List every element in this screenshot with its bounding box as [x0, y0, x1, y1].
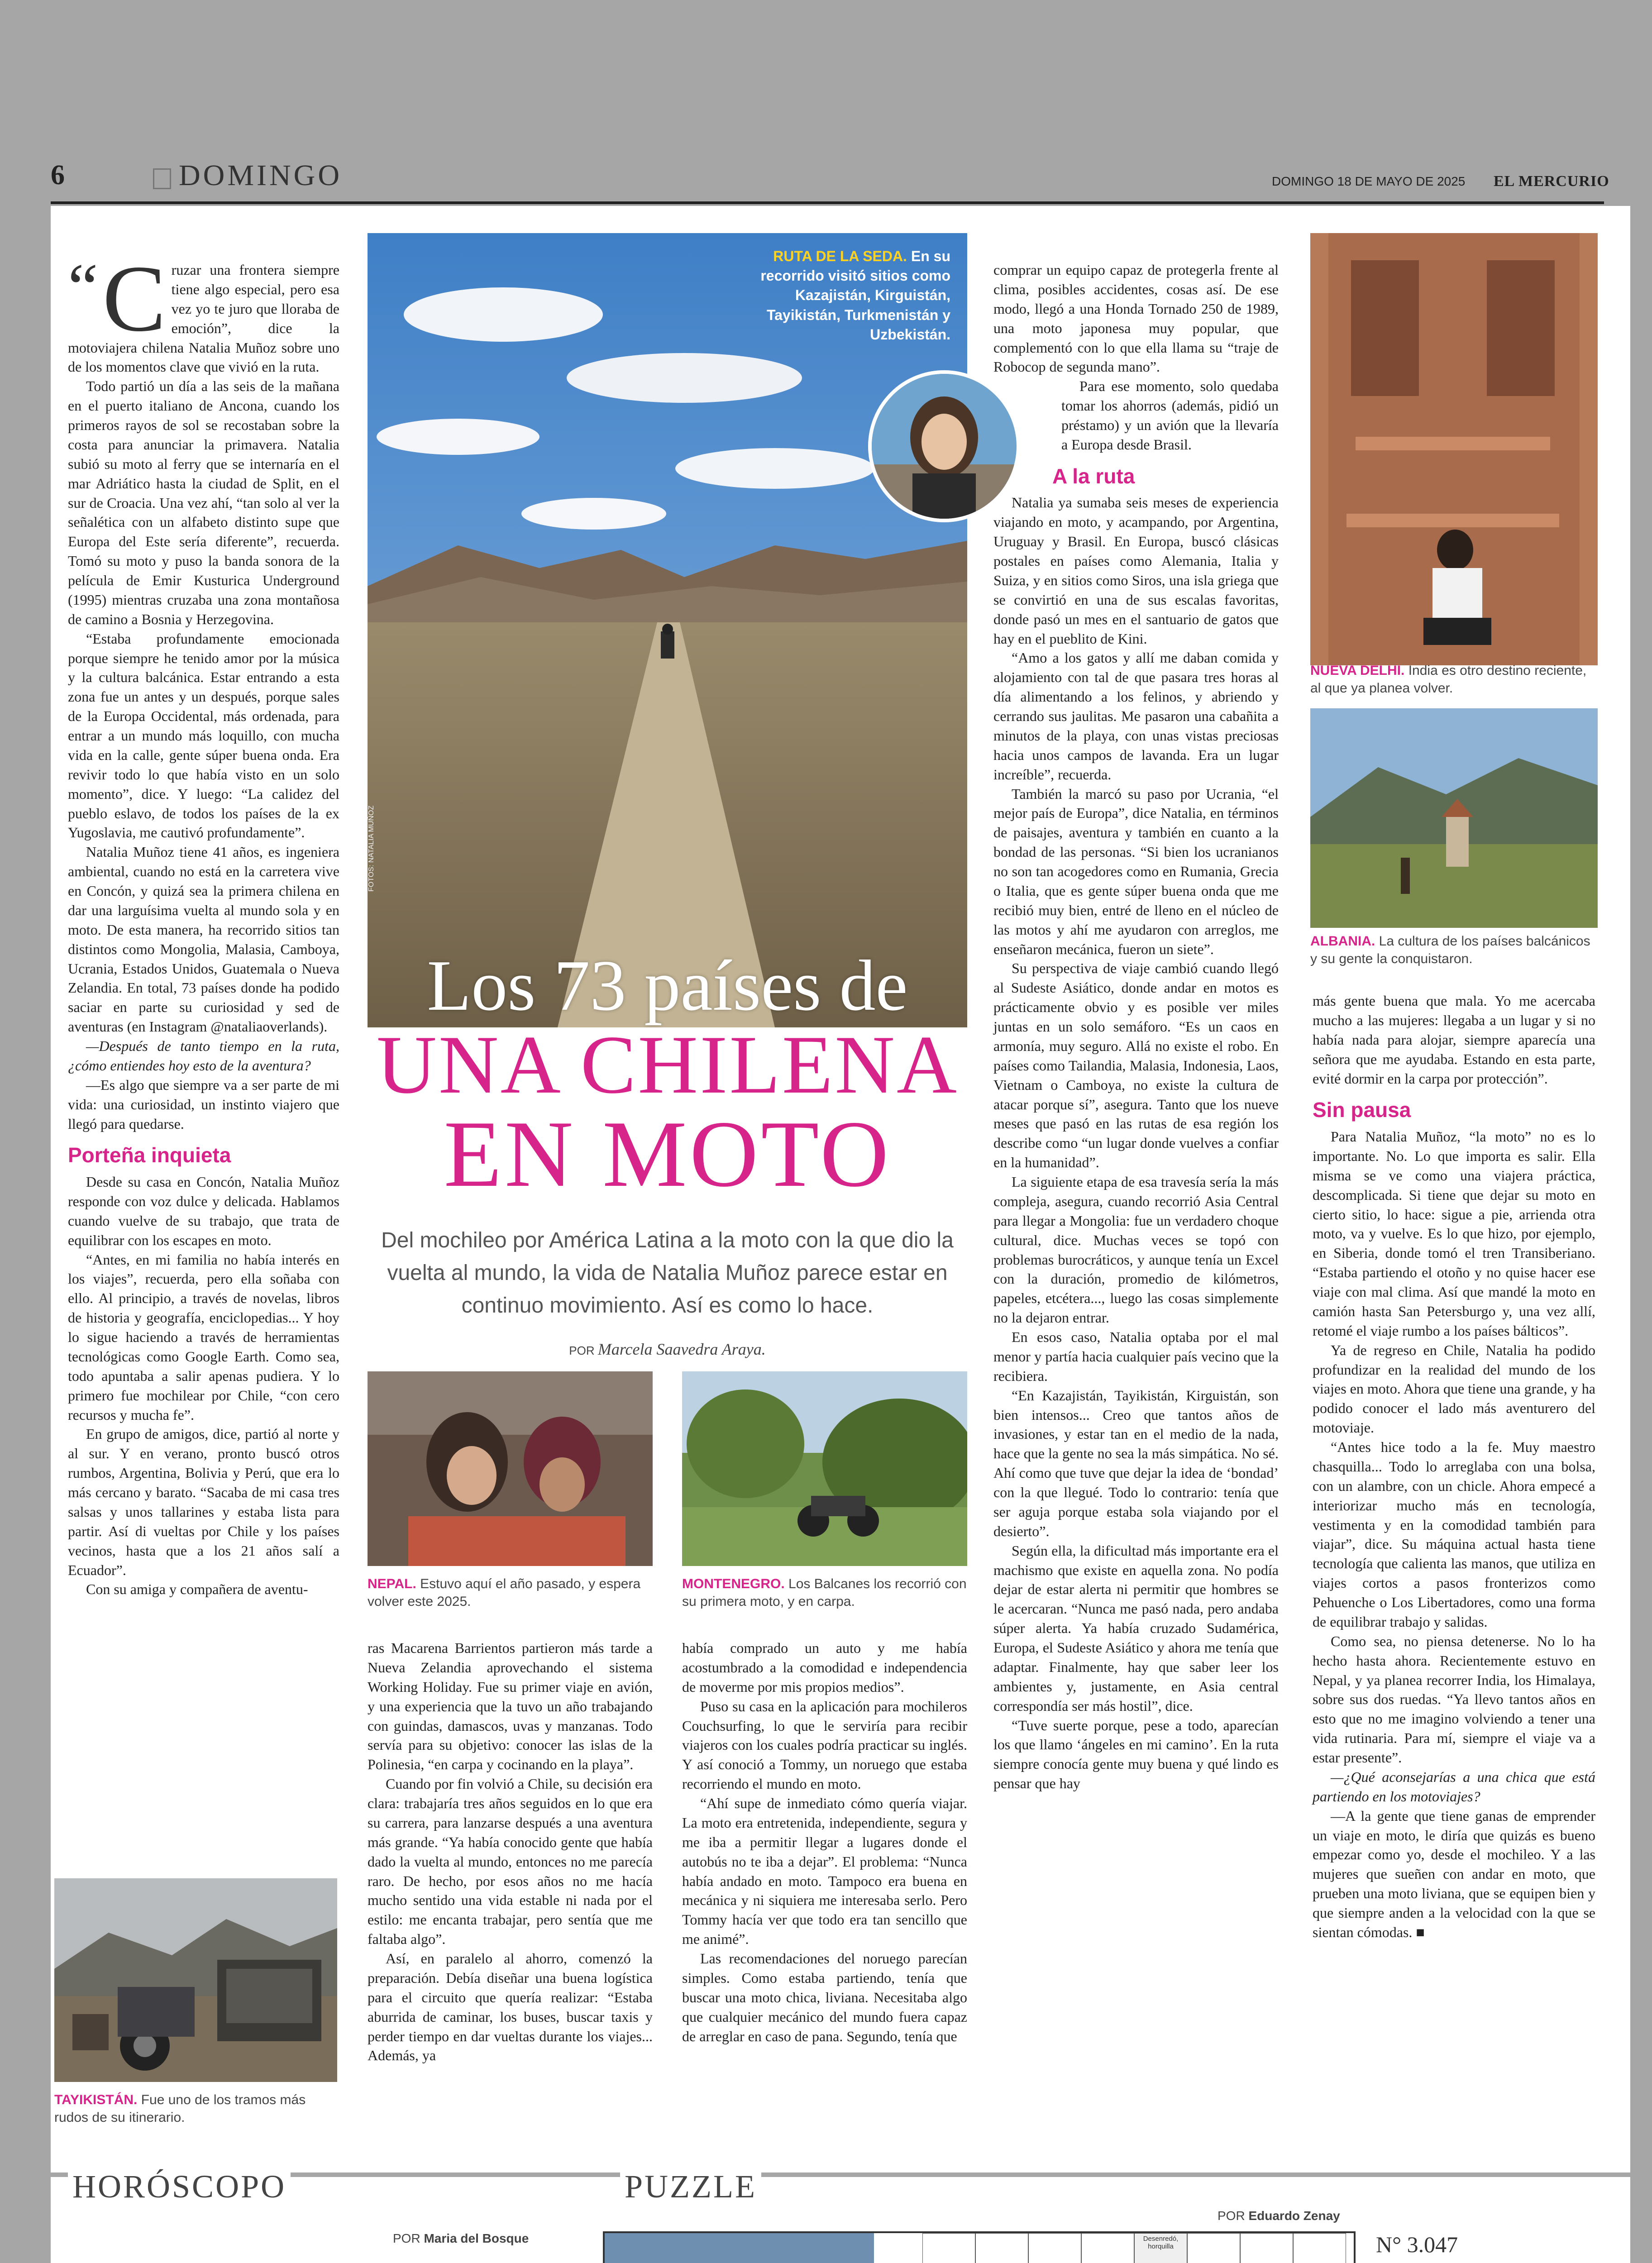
crossword-cell[interactable]	[1081, 2233, 1134, 2263]
answer: —Es algo que siempre va a ser parte de mi vida: una curiosidad, un instinto viajero que llegó para quedarse.	[68, 1076, 339, 1132]
article-column-2	[368, 1638, 653, 2065]
montenegro-photo	[682, 1371, 967, 1566]
paragraph: ruzar una frontera siempre tiene algo especial, pero esa vez yo te juro que lloraba de emoción”, dice la motoviajera chilena Natalia Muñoz sobre uno de los momentos clave que vivió en la ruta.	[68, 262, 339, 375]
paragraph: En grupo de amigos, dice, partió al norte y al sur. Y en verano, pronto buscó otros rumbos, Argentina, Bolivia y Perú, que era lo más cercano y barato. “Sacaba de mi casa tres salsas y unos tallarines y estaba lista para partir. Así di vueltas por Chile y los países vecinos, hasta que a los 21 años salí a Ecuador”.	[68, 1426, 339, 1578]
article-column-5	[1313, 991, 1595, 1942]
caption-lead: MONTENEGRO.	[682, 1576, 785, 1591]
nepal-caption	[368, 1575, 653, 1610]
paragraph: Natalia Muñoz tiene 41 años, es ingeniera ambiental, cuando no está en la carretera vive en Concón, y quizá sea la primera chilena en dar una larguísima vuelta al mundo sola y en moto. De esta manera, ha recorrido sitios tan distintos como Mongolia, Malasia, Camboya, Ucrania, Estados Unidos, Guatemala o Nueva Zelandia. En total, 73 países donde ha podido saciar en parte su curiosidad y sed de aventuras (en Instagram @nataliaoverlands).	[68, 844, 339, 1035]
caption-text: India es otro destino reciente, al que ya planea volver.	[1310, 663, 1587, 696]
puzzle-title: PUZZLE	[620, 2168, 761, 2206]
paragraph: “Antes hice todo a la fe. Muy maestro chasquilla... Todo lo arreglaba con una bolsa, con un alambre, con un chicle. Ahora empecé a interiorizar mucho más en tecnología, vestimenta y en la comodidad también para viajar”, dice. Su máquina actual hasta tiene tecnología que calienta las manos, que utiliza en viajes cortos a pasos fronterizos como Pehuenche o Los Libertadores, como una forma de equilibrar trabajo y salidas.	[1313, 1439, 1595, 1630]
crossword-grid[interactable]	[603, 2231, 1356, 2263]
paragraph: Natalia ya sumaba seis meses de experiencia viajando en moto, y acampando, por Argentina, Uruguay y Brasil. En Europa, buscó clásicas postales en países como Alemania, Italia y Suiza, y en sitios como Siros, una isla griega que se convirtió en una de sus escalas favoritas, donde pasó un mes en el santuario de gatos que hay en el pueblito de Kini.	[993, 494, 1279, 647]
montenegro-caption	[682, 1575, 967, 1610]
caption-lead: NEPAL.	[368, 1576, 416, 1591]
headline-middle: UNA CHILENA	[377, 1018, 959, 1111]
paragraph: “Tuve suerte porque, pese a todo, aparecían los que llamo ‘ángeles en mi camino’. En la ruta siempre conocía gente muy buena y qué lindo es pensar que hay	[993, 1717, 1279, 1792]
paragraph: Cuando por fin volvió a Chile, su decisión era clara: trabajaría tres años seguidos en lo que era su carrera, para lanzarse después a una aventura más grande. “Ya había conocido gente que había dado la vuelta al mundo, entonces no me parecía raro. De hecho, por esos años no me hacía mucho sentido una vida estable ni nada por el estilo: me encanta trabajar, pero sentía que me faltaba algo”.	[368, 1776, 653, 1948]
article-column-3	[682, 1638, 967, 2046]
paragraph: La siguiente etapa de esa travesía sería la más compleja, asegura, cuando recorrió Asia Central para llegar a Mongolia: fue un verdadero choque cultural, dice. Muchas veces se topó con problemas burocráticos, y aunque tenía un Excel con la duración, promedio de kilómetros, papeles, etcétera..., luego las cosas simplemente no la dejaron entrar.	[993, 1174, 1279, 1326]
byline-author: Maria del Bosque	[424, 2231, 529, 2245]
byline-prefix: POR	[1218, 2209, 1249, 2223]
crossword-cell[interactable]	[1293, 2233, 1346, 2263]
paragraph: Así, en paralelo al ahorro, comenzó la preparación. Debía diseñar una buena logística para el circuito que quería realizar: “Estaba aburrida de caminar, los buses, buscar taxis y perder tiempo en dar vueltas durante los viajes... Además, ya	[368, 1950, 653, 2064]
crossword-cell[interactable]	[1187, 2233, 1240, 2263]
albania-photo	[1310, 708, 1598, 928]
caption-text: La cultura de los países balcánicos y su gente la conquistaron.	[1310, 934, 1590, 966]
byline-author: Eduardo Zenay	[1248, 2209, 1340, 2223]
headline-top: Los 73 países de	[427, 945, 908, 1026]
paragraph: Las recomendaciones del noruego parecían simples. Como estaba partiendo, tenía que buscar una moto chica, liviana. Necesitaba algo que cualquier mecánico del mundo fuera capaz de arreglar en caso de pana. Segundo, tenía que	[682, 1950, 967, 2044]
section-box-icon	[153, 168, 171, 189]
drop-cap: C	[102, 246, 166, 351]
answer	[1313, 1806, 1595, 1942]
crossword-clue: Desenredó, horquilla	[1134, 2233, 1187, 2263]
question: —Después de tanto tiempo en la ruta, ¿cómo entiendes hoy esto de la aventura?	[68, 1038, 339, 1074]
paragraph: “Estaba profundamente emocionada porque siempre he tenido amor por la música y la cultura balcánica. Estar entrando a esta zona fue un antes y un después, porque sales de la Europa Occidental, más ordenada, para entrar a un mundo más loquillo, con mucha vida en la calle, gente súper buena onda. Era revivir todo lo que había visto en un solo momento”, dice. Y luego: “La calidez del pueblo eslavo, de todos los países de la ex Yugoslavia, me cautivó profundamente”.	[68, 630, 339, 841]
crossword-cell[interactable]	[922, 2233, 975, 2263]
hero-caption	[751, 247, 950, 344]
header-rule	[51, 201, 1604, 204]
india-photo-illustration	[1310, 233, 1598, 665]
crossword-cell[interactable]	[1028, 2233, 1081, 2263]
caption-text: Fue uno de los tramos más rudos de su itinerario.	[54, 2092, 306, 2125]
subheading-ruta: A la ruta	[1052, 464, 1135, 488]
albania-caption	[1310, 932, 1598, 968]
hero-photo	[368, 233, 967, 1027]
article-column-1	[68, 246, 339, 1599]
hero-caption-lead: RUTA DE LA SEDA.	[773, 248, 907, 264]
paragraph: comprar un equipo capaz de protegerla frente al clima, posibles accidentes, cosas así. De ese modo, llegó a una Honda Tornado 250 de 1989, una moto japonesa muy popular, que complementó con lo que ella llama su “traje de Robocop de segunda mano”.	[993, 262, 1279, 375]
paragraph: “Antes, en mi familia no había interés en los viajes”, recuerda, pero ella soñaba con ello. Al principio, a través de novelas, libros de historia y geografía, enciclopedias... Y hoy lo sigue haciendo a través de herramientas tecnológicas como Google Earth. Como sea, todo apuntaba a salir apenas pudiera. Y lo primero fue mochilear por Chile, “con cero recursos y mucha fe”.	[68, 1251, 339, 1423]
albania-photo-illustration	[1310, 708, 1598, 928]
paragraph: Desde su casa en Concón, Natalia Muñoz responde con voz dulce y delicada. Hablamos cuando vuelve de su trabajo, que trata de equilibrar con los escapes en moto.	[68, 1174, 339, 1248]
nepal-photo-illustration	[368, 1371, 653, 1566]
paragraph: ras Macarena Barrientos partieron más tarde a Nueva Zelandia aprovechando el sistema Working Holiday. Fue su primer viaje en avión, y una experiencia que la tuvo un año trabajando con guindas, damascos, uvas y manzanas. Todo servía para su objetivo: conocer las islas de la Polinesia, “en carpa y cocinando en la playa”.	[368, 1640, 653, 1773]
hero-caption-text: En su recorrido visitó sitios como Kazajistán, Kirguistán, Tayikistán, Turkmenistán y Uzbekistán.	[760, 248, 950, 343]
byline-prefix: POR	[569, 1344, 598, 1357]
paragraph: Ya de regreso en Chile, Natalia ha podido profundizar en la realidad del mundo de los viajes en moto. Ahora que tiene una grande, y ha podido conocer el lado más aventurero del motoviaje.	[1313, 1342, 1595, 1436]
paragraph: Todo partió un día a las seis de la mañana en el puerto italiano de Ancona, cuando los primeros rayos de sol se recostaban sobre la costa para anunciar la primavera. Natalia subió su moto al ferry que se internaría en el mar Adriático hasta la ciudad de Split, en el sur de Croacia. Una vez ahí, “tan solo al ver la señalética con un alfabeto distinto supe que Europa del Este sería diferente”, recuerda. Tomó su moto y puso la banda sonora de la película de Emir Kusturica Underground (1995) mientras cruzaba una zona montañosa de camino a Bosnia y Herzegovina.	[68, 378, 339, 627]
paragraph: Con su amiga y compañera de aventu-	[86, 1581, 308, 1598]
paragraph: Su perspectiva de viaje cambió cuando llegó al Sudeste Asiático, donde andar en motos es prácticamente obvio y es posible ver miles juntas en un solo semáforo. “Es un caos en armonía, muy seguro. Allá no existe el robo. En países como Tailandia, Malasia, Indonesia, Laos, Vietnam o Camboya, no existe la cultura de atacar porque sí”, asegura. Tanto que los nueve meses que pasó en las rutas de esa región los describe como “un lugar donde vuelves a confiar en la humanidad”.	[993, 960, 1279, 1171]
caption-lead: TAYIKISTÁN.	[54, 2092, 138, 2107]
montenegro-photo-illustration	[682, 1371, 967, 1566]
headline-bottom: EN MOTO	[444, 1102, 892, 1207]
nepal-photo	[368, 1371, 653, 1566]
paragraph: Como sea, no piensa detenerse. No lo ha hecho hasta ahora. Recientemente estuvo en Nepal, y ya planea recorrer India, los Himalaya, sobre sus dos ruedas. “Ya llevo tantos años en esto que no me imagino volviendo a tener una vida rutinaria. Para mí, siempre el viaje va a estar presente”.	[1313, 1633, 1595, 1766]
paragraph: Para Natalia Muñoz, “la moto” no es lo importante. No. Lo que importa es salir. Ella misma se ve como una viajera práctica, descomplicada. Si tiene que dejar su moto en cierto sitio, lo hace: sigue a pie, arrienda otra moto, va y vuelve. Es lo que hizo, por ejemplo, en Siberia, donde tomó el tren Transiberiano. “Estaba partiendo el otoño y no quise hacer ese viaje con mal clima. Así que mandé la moto en camión hasta San Petersburgo y, una vez allí, retomé el viaje rumbo a los países bálticos”.	[1313, 1128, 1595, 1339]
caption-lead: NUEVA DELHI.	[1310, 663, 1405, 678]
puzzle-photo-illustration	[605, 2233, 874, 2263]
photo-credit: FOTOS: NATALIA MUÑOZ	[368, 805, 375, 892]
horoscope-byline	[393, 2231, 529, 2246]
article-deck: Del mochileo por América Latina a la moto con la que dio la vuelta al mundo, la vida de Natalia Muñoz parece estar en continuo movimiento. Así es como lo hace.	[381, 1228, 954, 1318]
byline-author: Marcela Saavedra Araya.	[597, 1340, 766, 1358]
crossword-cell[interactable]	[975, 2233, 1028, 2263]
paragraph: Para ese momento, solo quedaba tomar los ahorros (además, pidió un préstamo) y un avión que la llevaría a Europa desde Brasil.	[1061, 378, 1279, 453]
quote-mark: “	[68, 250, 98, 325]
page-number: 6	[51, 160, 65, 191]
tayikistan-photo-illustration	[54, 1878, 337, 2082]
question: —¿Qué aconsejarías a una chica que está partiendo en los motoviajes?	[1313, 1768, 1595, 1805]
horoscope-title: HORÓSCOPO	[68, 2168, 291, 2206]
subheading-portena: Porteña inquieta	[68, 1143, 231, 1167]
hero-photo-illustration	[368, 233, 967, 1027]
caption-text: Los Balcanes los recorrió con su primera moto, y en carpa.	[682, 1576, 967, 1609]
paragraph: había comprado un auto y me había acostumbrado a la comodidad e independencia de moverme por mis propios medios”.	[682, 1640, 967, 1695]
paragraph: “Ahí supe de inmediato cómo quería viajar. La moto era entretenida, independiente, segura y me iba a permitir llegar a lugares donde el autobús no te iba a dejar”. El problema: “Nunca había andado en moto. Tampoco era buena en mecánica y ni siquiera me interesaba serlo. Pero Tommy hacía ver que todo era tan sencillo que me animé”.	[682, 1795, 967, 1948]
paragraph: Puso su casa en la aplicación para mochileros Couchsurfing, lo que le serviría para recibir viajeros con los cuales podría practicar su inglés. Y así conoció a Tommy, un noruego que estaba recorriendo el mundo en moto.	[682, 1698, 967, 1792]
article-byline	[368, 1340, 967, 1359]
tayikistan-caption	[54, 2091, 337, 2126]
puzzle-photo	[605, 2233, 874, 2263]
paragraph: más gente buena que mala. Yo me acercaba mucho a las mujeres: llegaba a un lugar y si no había nada para alojar, siempre aparecía una señora que me ayudaba. Estando en esta parte, evité dormir en la carpa por protección”.	[1313, 993, 1595, 1087]
india-photo	[1310, 233, 1598, 665]
paragraph: “En Kazajistán, Tayikistán, Kirguistán, son bien intensos... Creo que tantos años de invasiones, y estar tan en el medio de la nada, hace que la gente no sea la más simpática. No sé. Ahí como que tuve que dejar la idea de ‘bondad’ con la que llegué. Todo lo contrario: tenía que ser aguja porque estaba sola viajando por el desierto”.	[993, 1387, 1279, 1539]
caption-lead: ALBANIA.	[1310, 934, 1375, 949]
paragraph: “Amo a los gatos y allí me daban comida y alojamiento con tal de que pasara tres horas al día alimentando a los felinos, y abriendo y cerrando sus jaulitas. Me pasaron una cabañita a minutos de la playa, con unas vistas preciosas hacia unos campos de lavanda. Era un lugar increíble”, recuerda.	[993, 649, 1279, 783]
paragraph: También la marcó su paso por Ucrania, “el mejor país de Europa”, dice Natalia, en términos de paisajes, aventura y también en cuanto a la bondad de las personas. “Si bien los ucranianos no son tan acogedores como en Rumania, Grecia o Italia, que es gente súper buena onda que me recibió muy bien, entré de lleno en el núcleo de las motos y ahí me ayudaron con arreglos, me enseñaron mecánica, fueron un siete”.	[993, 785, 1279, 957]
puzzle-number: N° 3.047	[1376, 2232, 1458, 2257]
tayikistan-photo	[54, 1878, 337, 2082]
end-mark: ■	[1416, 1924, 1425, 1940]
puzzle-byline	[1218, 2209, 1340, 2223]
byline-prefix: POR	[393, 2231, 424, 2245]
answer-text: —A la gente que tiene ganas de emprender un viaje en moto, le diría que quizás es bueno empezar como yo, desde el mochileo. Y a las mujeres que sueñen con andar en moto, que prueben una moto liviana, que se equipen bien y que siempre anden a la velocidad con la que se sientan cómodas.	[1313, 1807, 1595, 1940]
caption-text: Estuvo aquí el año pasado, y espera volver este 2025.	[368, 1576, 641, 1609]
paragraph: Según ella, la dificultad más importante era el machismo que existe en aquella zona. No podía dejar de estar alerta ni permitir que hombres se le acercaran. “Nunca me pasó nada, pero andaba súper alerta. Ya había cruzado Sudamérica, Europa, el Sudeste Asiático y ahora me tenía que adaptar. Finalmente, hay que saber leer los ambientes y, justamente, en Asia central correspondía ser más hostil”, dice.	[993, 1542, 1279, 1714]
india-caption	[1310, 662, 1598, 697]
subheading-sin-pausa: Sin pausa	[1313, 1098, 1411, 1122]
header-date: DOMINGO 18 DE MAYO DE 2025	[1272, 174, 1466, 188]
newspaper-name: EL MERCURIO	[1494, 173, 1609, 190]
crossword-cell[interactable]	[1240, 2233, 1293, 2263]
paragraph: En esos caso, Natalia optaba por el mal menor y partía hacia cualquier país vecino que la recibiera.	[993, 1329, 1279, 1384]
article-column-4	[993, 260, 1279, 1793]
section-name: DOMINGO	[179, 159, 342, 192]
